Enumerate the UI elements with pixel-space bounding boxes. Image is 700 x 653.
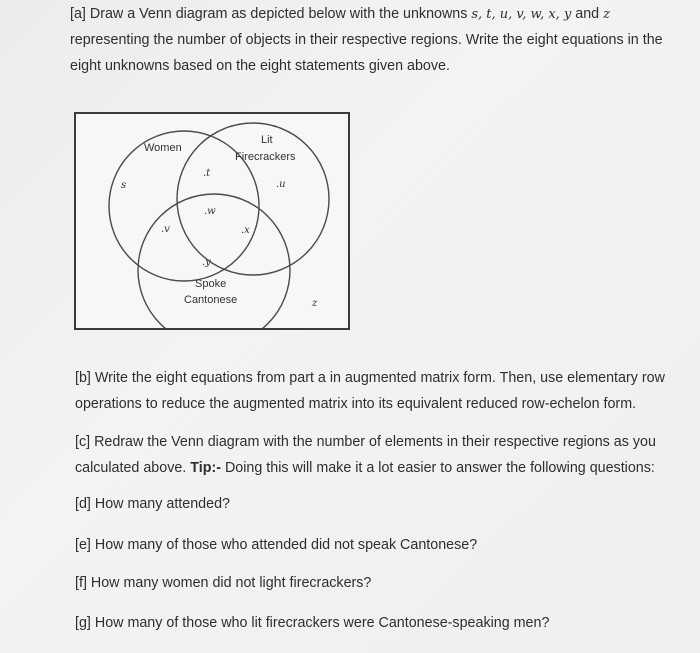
region-v: .v <box>161 224 170 235</box>
question-d: [d] How many attended? <box>75 496 230 512</box>
venn-diagram <box>74 112 350 330</box>
part-a-label: [a] <box>70 6 86 22</box>
last-unknown: z <box>603 7 610 22</box>
region-x: .x <box>241 225 250 236</box>
region-s: s <box>121 180 127 191</box>
region-t: .t <box>203 168 211 179</box>
region-w: .w <box>204 206 216 217</box>
question-f: [f] How many women did not light firecrackers? <box>75 575 372 591</box>
part-c-line-1: [c] Redraw the Venn diagram with the number of elements in their respective regions as you <box>75 434 656 450</box>
question-e: [e] How many of those who attended did not speak Cantonese? <box>75 537 478 553</box>
part-c-line-2 <box>75 456 655 482</box>
part-a-line-1 <box>70 2 610 28</box>
part-c-tip-text: Doing this will make it a lot easier to answer the following questions: <box>224 460 655 476</box>
part-b-line-2: operations to reduce the augmented matrix into its equivalent reduced row-echelon form. <box>75 396 637 412</box>
and-word: and <box>575 6 600 22</box>
label-cantonese: Cantonese <box>184 294 238 306</box>
part-a-line-2: representing the number of objects in their respective regions. Write the eight equations in the <box>70 32 663 48</box>
question-g: [g] How many of those who lit firecrackers were Cantonese-speaking men? <box>75 615 550 631</box>
unknowns-list: s, t, u, v, w, x, y <box>471 7 572 22</box>
label-women: Women <box>144 142 182 154</box>
part-a-line-3: eight unknowns based on the eight statements given above. <box>70 58 450 74</box>
label-firecrackers: Firecrackers <box>235 151 296 163</box>
firecrackers-circle <box>177 123 329 275</box>
part-a-text: Draw a Venn diagram as depicted below with the unknowns <box>89 6 468 22</box>
region-u: .u <box>276 179 286 190</box>
tip-label: Tip:- <box>190 460 221 476</box>
label-spoke: Spoke <box>195 278 227 290</box>
label-lit: Lit <box>261 134 273 146</box>
region-z: z <box>312 298 318 309</box>
part-b-line-1: [b] Write the eight equations from part a in augmented matrix form. Then, use elementary row <box>75 370 665 386</box>
venn-svg <box>76 114 348 328</box>
part-c-text: calculated above. <box>75 460 187 476</box>
region-y: .y <box>202 257 211 268</box>
